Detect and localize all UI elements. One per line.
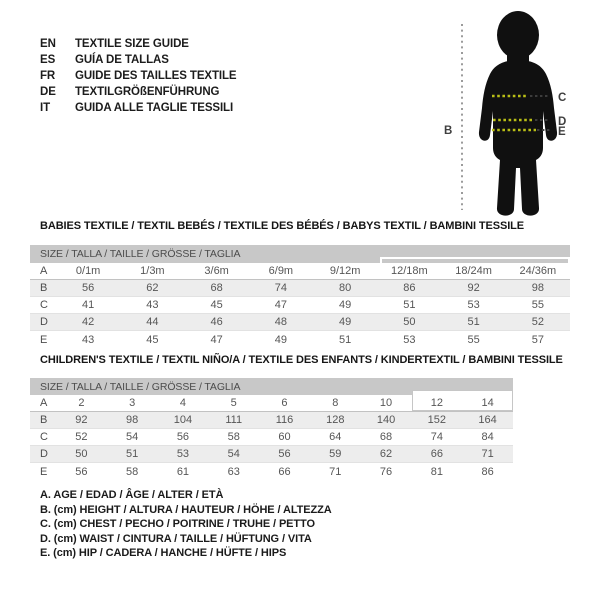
- children-size-table: [30, 378, 513, 480]
- table-cell: 24/36m: [519, 265, 557, 277]
- language-row: [40, 100, 237, 116]
- table-cell: 50: [403, 316, 416, 328]
- row-label: B: [40, 282, 48, 294]
- table-cell: 56: [82, 282, 95, 294]
- language-title: GUÍA DE TALLAS: [75, 54, 169, 66]
- table-cell: 45: [146, 333, 159, 346]
- table-cell: 66: [278, 465, 291, 478]
- table-cell: 55: [467, 333, 480, 346]
- table-row: [30, 395, 513, 412]
- table-cell: 92: [75, 414, 88, 426]
- row-label: C: [40, 299, 48, 311]
- table-cell: 59: [329, 448, 342, 460]
- table-cell: 51: [126, 448, 139, 460]
- children-section-title: CHILDREN'S TEXTILE / TEXTIL NIÑO/A / TEXTILE DES ENFANTS / KINDERTEXTIL / BAMBINI TESSILE: [40, 354, 563, 366]
- language-code: DE: [40, 86, 56, 98]
- row-label: A: [40, 265, 48, 277]
- table-cell: 49: [274, 333, 287, 346]
- label-height-b: B: [444, 125, 453, 137]
- table-cell: 46: [210, 316, 223, 328]
- language-title: TEXTILGRÖßENFÜHRUNG: [75, 86, 220, 98]
- table-cell: 50: [75, 448, 88, 460]
- table-cell: 71: [481, 448, 494, 460]
- legend-line: B. (cm) HEIGHT / ALTURA / HAUTEUR / HÖHE / ALTEZZA: [40, 503, 332, 516]
- table-cell: 53: [176, 448, 190, 460]
- table-row: [30, 280, 570, 297]
- table-cell: 49: [339, 316, 352, 328]
- legend-line: D. (cm) WAIST / CINTURA / TAILLE / HÜFTUNG / VITA: [40, 532, 312, 545]
- language-title: GUIDE DES TAILLES TEXTILE: [75, 70, 237, 82]
- label-chest-c: C: [558, 92, 567, 104]
- language-code: FR: [40, 70, 56, 82]
- language-row: [40, 68, 237, 84]
- table-cell: 8: [332, 397, 339, 409]
- language-title: GUIDA ALLE TAGLIE TESSILI: [75, 102, 234, 114]
- table-cell: 60: [278, 431, 291, 443]
- table-cell: 68: [210, 282, 223, 294]
- silhouette-head: [497, 11, 539, 59]
- row-label: D: [40, 316, 48, 328]
- table-row: [30, 446, 513, 463]
- babies-section-title: BABIES TEXTILE / TEXTIL BEBÉS / TEXTILE DES BÉBÉS / BABYS TEXTIL / BAMBINI TESSILE: [40, 220, 525, 232]
- table-cell: 111: [225, 414, 243, 426]
- legend-line: E. (cm) HIP / CADERA / HANCHE / HÜFTE / HIPS: [40, 547, 287, 559]
- table-row: [30, 463, 513, 480]
- table-cell: 0/1m: [75, 265, 101, 277]
- table-cell: 128: [326, 414, 345, 426]
- table-row: [30, 331, 570, 348]
- language-code: EN: [40, 38, 56, 50]
- language-row: [40, 84, 237, 100]
- table-cell: 43: [82, 333, 95, 346]
- table-cell: 86: [403, 282, 416, 294]
- table-cell: 3/6m: [204, 265, 229, 277]
- table-cell: 64: [329, 431, 342, 443]
- table-cell: 53: [467, 299, 480, 311]
- size-table-header: SIZE / TALLA / TAILLE / GRÖSSE / TAGLIA: [30, 378, 513, 395]
- table-cell: 1/3m: [140, 265, 165, 277]
- table-cell: 116: [275, 414, 294, 426]
- table-cell: 5: [230, 397, 237, 409]
- table-cell: 81: [430, 465, 443, 478]
- table-cell: 51: [339, 333, 352, 346]
- table-cell: 62: [379, 448, 393, 460]
- table-cell: 58: [227, 431, 240, 443]
- table-cell: 71: [329, 465, 342, 478]
- table-cell: 43: [146, 299, 159, 311]
- table-cell: 10: [379, 397, 393, 409]
- table-cell: 61: [176, 465, 190, 478]
- table-cell: 47: [274, 299, 287, 311]
- table-cell: 55: [531, 299, 544, 311]
- table-cell: 47: [210, 333, 223, 346]
- table-cell: 56: [75, 465, 88, 478]
- label-waist-d: D: [558, 116, 567, 128]
- babies-size-table: [30, 245, 570, 348]
- row-label: E: [40, 333, 48, 346]
- size-table-header: SIZE / TALLA / TAILLE / GRÖSSE / TAGLIA: [30, 245, 570, 263]
- table-cell: 54: [126, 431, 139, 443]
- language-code: ES: [40, 54, 56, 66]
- table-cell: 54: [227, 448, 240, 460]
- language-list: [40, 36, 237, 116]
- table-cell: 104: [173, 414, 193, 426]
- table-cell: 152: [427, 414, 446, 426]
- table-cell: 57: [531, 333, 544, 346]
- table-cell: 53: [403, 333, 416, 346]
- table-cell: 41: [82, 299, 95, 311]
- table-cell: 12: [430, 397, 443, 409]
- silhouette-body: [479, 60, 557, 216]
- table-cell: 49: [339, 299, 352, 311]
- table-row: [30, 263, 570, 280]
- row-label: A: [40, 397, 48, 409]
- table-cell: 76: [379, 465, 393, 478]
- language-title: TEXTILE SIZE GUIDE: [75, 38, 189, 50]
- row-label: E: [40, 465, 48, 478]
- table-cell: 80: [339, 282, 352, 294]
- row-label: D: [40, 448, 48, 460]
- table-cell: 86: [481, 465, 494, 478]
- table-cell: 45: [210, 299, 223, 311]
- table-cell: 92: [467, 282, 480, 294]
- table-cell: 2: [78, 397, 85, 409]
- row-label: B: [40, 414, 48, 426]
- legend-line: C. (cm) CHEST / PECHO / POITRINE / TRUHE / PETTO: [40, 518, 315, 530]
- table-row: [30, 314, 570, 331]
- table-cell: 52: [531, 316, 544, 328]
- child-silhouette-figure: [440, 8, 600, 228]
- table-cell: 62: [146, 282, 159, 294]
- table-cell: 44: [146, 316, 159, 328]
- table-cell: 6: [281, 397, 288, 409]
- language-row: [40, 52, 237, 68]
- table-cell: 74: [274, 282, 287, 294]
- table-cell: 58: [126, 465, 139, 478]
- table-cell: 3: [129, 397, 136, 409]
- table-row: [30, 297, 570, 314]
- table-cell: 6/9m: [268, 265, 294, 277]
- table-cell: 42: [82, 316, 95, 328]
- table-cell: 14: [481, 397, 494, 409]
- table-cell: 140: [376, 414, 396, 426]
- table-cell: 84: [481, 431, 494, 443]
- language-row: [40, 36, 237, 52]
- table-cell: 98: [126, 414, 139, 426]
- table-cell: 9/12m: [329, 265, 361, 277]
- table-cell: 74: [430, 431, 443, 443]
- table-row: [30, 429, 513, 446]
- table-cell: 18/24m: [455, 265, 492, 277]
- table-row: [30, 412, 513, 429]
- table-cell: 52: [75, 431, 88, 443]
- language-code: IT: [40, 102, 51, 114]
- table-cell: 164: [478, 414, 497, 426]
- table-cell: 63: [227, 465, 240, 478]
- table-cell: 12/18m: [391, 265, 428, 277]
- table-cell: 51: [403, 299, 416, 311]
- table-cell: 4: [179, 397, 186, 409]
- table-cell: 56: [278, 448, 291, 460]
- table-cell: 48: [274, 316, 287, 328]
- babies-table-rows: [30, 263, 570, 348]
- children-table-rows: [30, 395, 513, 480]
- legend-line: A. AGE / EDAD / ÂGE / ALTER / ETÀ: [40, 489, 224, 501]
- table-cell: 66: [430, 448, 443, 460]
- measurement-legend: [40, 488, 332, 561]
- table-cell: 68: [379, 431, 393, 443]
- label-hip-e: E: [558, 126, 566, 138]
- table-cell: 56: [176, 431, 190, 443]
- table-cell: 51: [467, 316, 480, 328]
- row-label: C: [40, 431, 48, 443]
- table-cell: 98: [531, 282, 544, 294]
